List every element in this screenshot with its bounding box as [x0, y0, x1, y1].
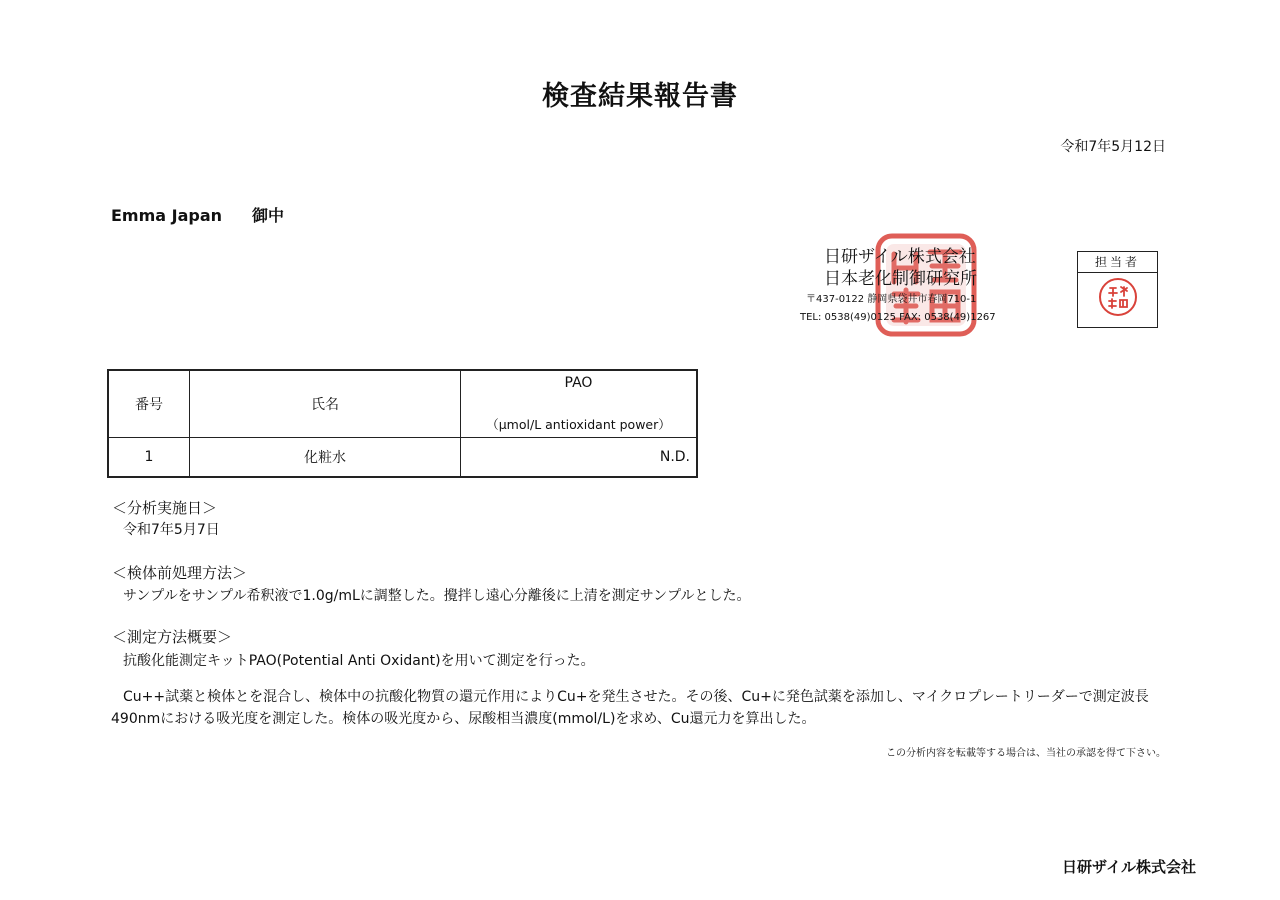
- section-heading-method: ＜測定方法概要＞: [112, 628, 233, 646]
- recipient: [111, 203, 284, 226]
- cell-no: 1: [108, 438, 190, 478]
- section-body-method: 抗酸化能測定キットPAO(Potential Anti Oxidant)を用いて測定を行った。: [123, 653, 595, 669]
- document-title: 検査結果報告書: [542, 81, 738, 112]
- footer-company: 日研ザイル株式会社: [1062, 858, 1196, 876]
- issuer-address: 〒437-0122 静岡県袋井市春岡710-1: [806, 294, 977, 305]
- section-heading-pretreatment: ＜検体前処理方法＞: [112, 564, 248, 582]
- reprint-notice: この分析内容を転載等する場合は、当社の承認を得て下さい。: [886, 748, 1166, 759]
- table-row: [108, 438, 697, 478]
- cell-name: 化粧水: [190, 438, 461, 478]
- recipient-name: Emma Japan: [111, 206, 223, 225]
- report-date: 令和7年5月12日: [1060, 139, 1166, 155]
- header-name: 氏名: [190, 370, 461, 438]
- staff-seal-icon: [1096, 275, 1140, 319]
- cell-pao-value: N.D.: [461, 438, 698, 478]
- method-detail-paragraph: Cu++試薬と検体とを混合し、検体中の抗酸化物質の還元作用によりCu+を発生させた。その後、Cu+に発色試薬を添加し、マイクロプレートリーダーで測定波長490nmにおける吸光度を測定した。検体の吸光度から、尿酸相当濃度(mmol/L)を求め、Cu還元力を算出した。: [111, 689, 1149, 727]
- section-body-pretreatment: サンプルをサンプル希釈液で1.0g/mLに調整した。攪拌し遠心分離後に上清を測定サンプルとした。: [123, 588, 751, 604]
- section-heading-analysis-date: ＜分析実施日＞: [112, 499, 218, 517]
- recipient-honorific: 御中: [252, 206, 285, 225]
- header-pao-label: PAO: [564, 375, 593, 391]
- issuer-block: [800, 246, 1060, 326]
- header-pao: [461, 370, 698, 438]
- issuer-tel-fax: TEL: 0538(49)0125 FAX: 0538(49)1267: [800, 312, 996, 323]
- issuer-institute: 日本老化制御研究所: [824, 269, 977, 289]
- table-header-row: [108, 370, 697, 438]
- staff-box: [1077, 251, 1158, 328]
- section-body-analysis-date: 令和7年5月7日: [123, 522, 220, 538]
- header-no: 番号: [108, 370, 190, 438]
- staff-box-label: 担当者: [1078, 252, 1157, 273]
- header-pao-unit: （μmol/L antioxidant power）: [486, 417, 671, 432]
- result-table: [107, 369, 698, 478]
- issuer-company: 日研ザイル株式会社: [824, 247, 976, 267]
